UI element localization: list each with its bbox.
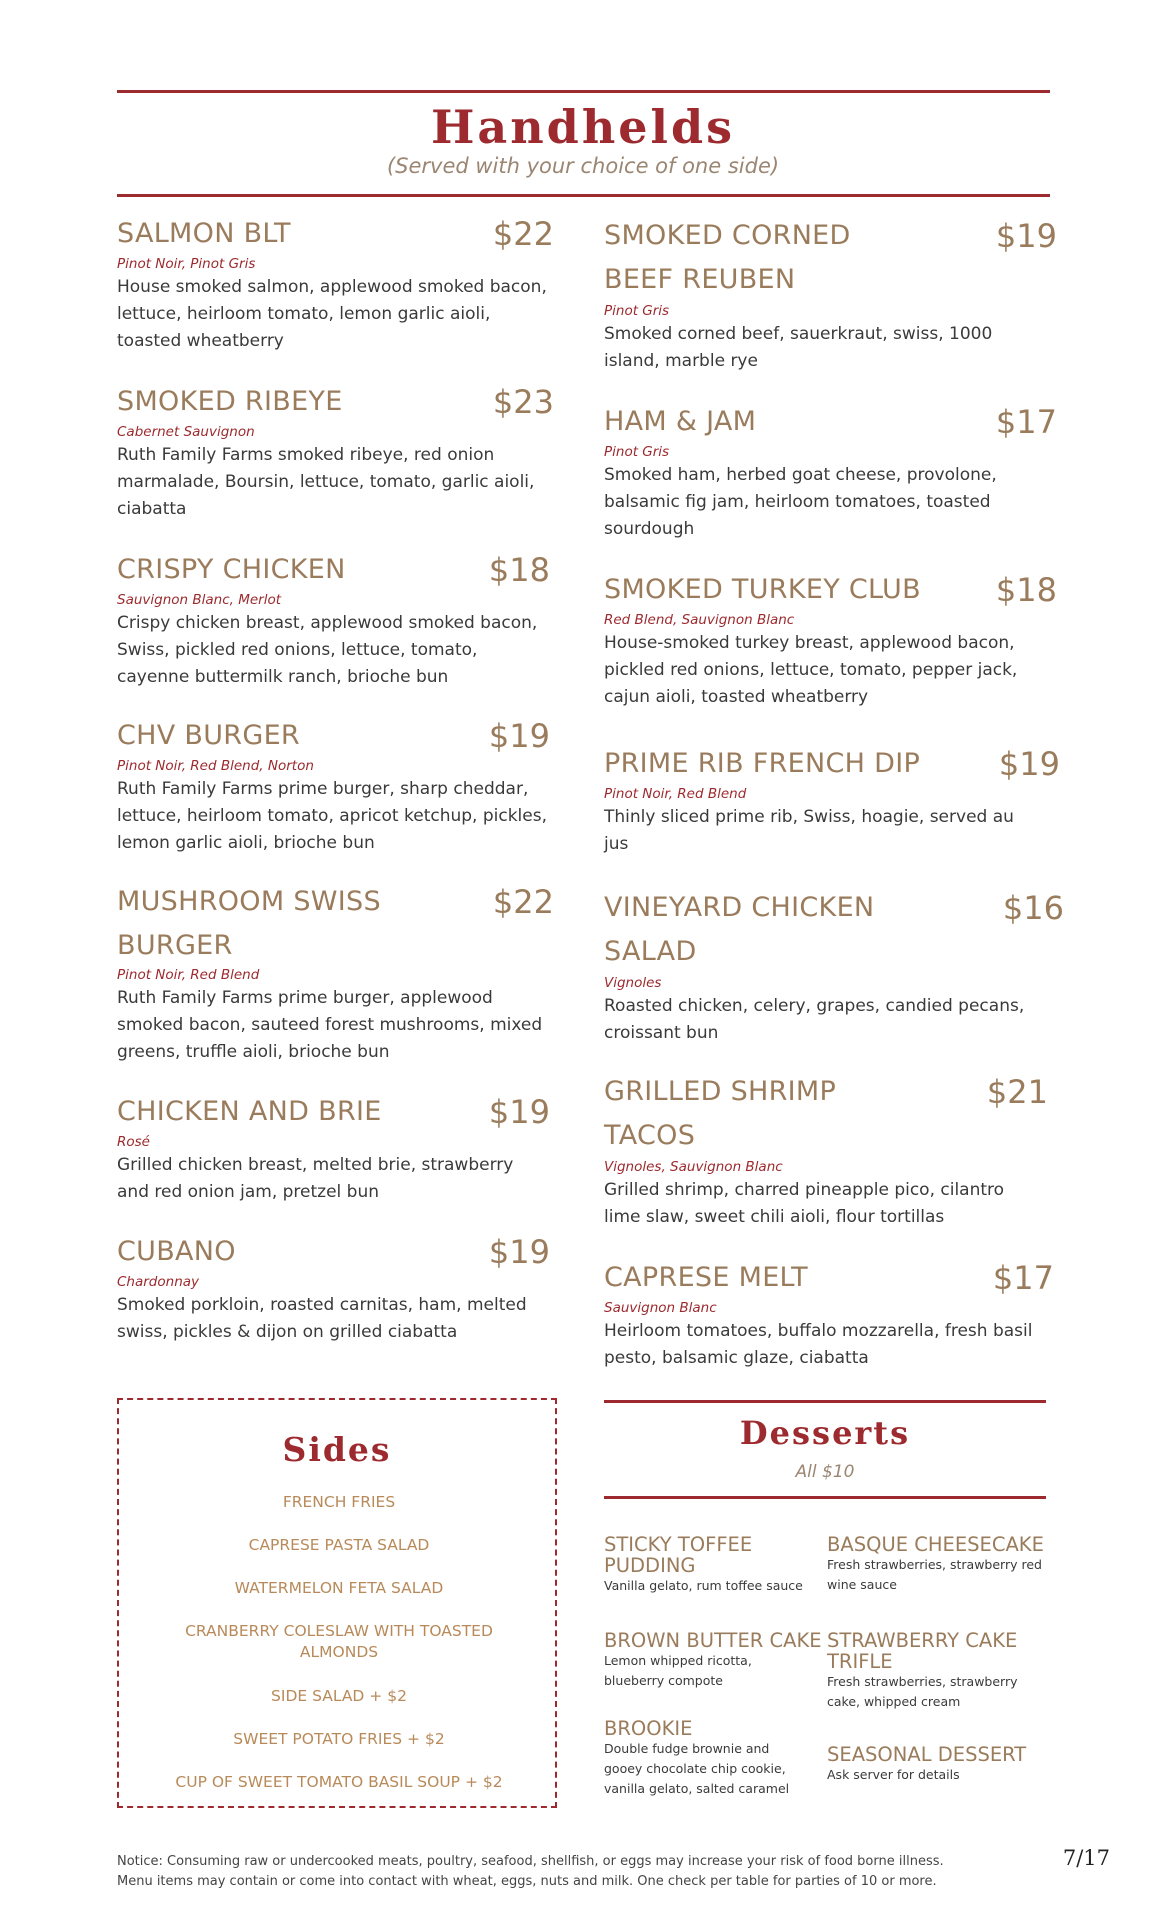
dessert-item xyxy=(827,1630,1049,1712)
dessert-description: Lemon whipped ricotta, blueberry compote xyxy=(604,1653,752,1688)
item-name: MUSHROOM SWISS BURGER xyxy=(117,886,381,961)
item-name: CUBANO xyxy=(117,1236,236,1267)
side-item: SIDE SALAD + $2 xyxy=(271,1687,407,1705)
item-price: $17 xyxy=(995,403,1057,441)
item-wine-pairing: Chardonnay xyxy=(117,1274,200,1290)
desserts-bottom-rule xyxy=(604,1496,1046,1499)
item-wine-pairing: Sauvignon Blanc, Merlot xyxy=(117,592,282,608)
item-description: Smoked porkloin, roasted carnitas, ham, melted swiss, pickles & dijon on grilled ciabatta xyxy=(117,1295,527,1342)
dessert-item xyxy=(604,1534,826,1596)
notice-line: Menu items may contain or come into contact with wheat, eggs, nuts and milk. One check per table for parties of 10 or more. xyxy=(117,1874,937,1889)
item-wine-pairing: Pinot Noir, Red Blend, Norton xyxy=(117,758,314,774)
item-description: House smoked salmon, applewood smoked bacon, lettuce, heirloom tomato, lemon garlic aioli, toasted wheatberry xyxy=(117,277,547,351)
sides-section xyxy=(117,1398,557,1808)
header-bottom-rule xyxy=(117,194,1050,197)
side-item: CAPRESE PASTA SALAD xyxy=(248,1536,430,1554)
side-item: CRANBERRY COLESLAW WITH TOASTED ALMONDS xyxy=(185,1622,493,1661)
dessert-description: Fresh strawberries, strawberry red wine sauce xyxy=(827,1557,1042,1592)
item-name: SMOKED CORNED BEEF REUBEN xyxy=(604,220,851,295)
item-wine-pairing: Pinot Gris xyxy=(604,444,670,460)
item-price: $19 xyxy=(998,745,1060,783)
item-description: Ruth Family Farms prime burger, sharp cheddar, lettuce, heirloom tomato, apricot ketchup, pickles, lemon garlic aioli, brioche bun xyxy=(117,779,547,853)
side-item: SWEET POTATO FRIES + $2 xyxy=(233,1730,445,1748)
item-description: Roasted chicken, celery, grapes, candied pecans, croissant bun xyxy=(604,996,1025,1043)
dessert-description: Double fudge brownie and gooey chocolate chip cookie, vanilla gelato, salted caramel xyxy=(604,1741,790,1796)
item-wine-pairing: Pinot Noir, Red Blend xyxy=(604,786,747,802)
item-price: $19 xyxy=(995,217,1057,255)
dessert-item xyxy=(827,1744,1049,1785)
item-description: Grilled chicken breast, melted brie, strawberry and red onion jam, pretzel bun xyxy=(117,1155,514,1202)
item-name: CRISPY CHICKEN xyxy=(117,554,346,585)
item-description: Ruth Family Farms prime burger, applewood smoked bacon, sauteed forest mushrooms, mixed greens, truffle aioli, brioche bun xyxy=(117,988,543,1062)
item-name: GRILLED SHRIMP TACOS xyxy=(604,1076,837,1151)
item-name: SALMON BLT xyxy=(117,218,291,249)
item-price: $19 xyxy=(488,1233,550,1271)
dessert-item xyxy=(604,1630,826,1691)
sides-title: Sides xyxy=(282,1430,392,1469)
dessert-item xyxy=(827,1534,1049,1595)
page-subtitle: (Served with your choice of one side) xyxy=(386,154,780,178)
item-wine-pairing: Vignoles, Sauvignon Blanc xyxy=(604,1159,783,1175)
item-description: House-smoked turkey breast, applewood bacon, pickled red onions, lettuce, tomato, pepper jack, cajun aioli, toasted wheatberry xyxy=(604,633,1018,707)
dessert-name: BASQUE CHEESECAKE xyxy=(827,1533,1044,1556)
item-name: VINEYARD CHICKEN SALAD xyxy=(604,892,875,967)
header-top-rule xyxy=(117,90,1050,93)
item-price: $19 xyxy=(488,717,550,755)
item-description: Smoked ham, herbed goat cheese, provolone, balsamic fig jam, heirloom tomatoes, toasted sourdough xyxy=(604,465,997,539)
item-wine-pairing: Red Blend, Sauvignon Blanc xyxy=(604,612,795,628)
notice-line: Notice: Consuming raw or undercooked meats, poultry, seafood, shellfish, or eggs may increase your risk of food borne illness. xyxy=(117,1854,944,1869)
item-description: Ruth Family Farms smoked ribeye, red onion marmalade, Boursin, lettuce, tomato, garlic aioli, ciabatta xyxy=(117,445,535,519)
item-description: Smoked corned beef, sauerkraut, swiss, 1000 island, marble rye xyxy=(604,324,993,371)
side-item: CUP OF SWEET TOMATO BASIL SOUP + $2 xyxy=(175,1773,503,1791)
item-name: CHICKEN AND BRIE xyxy=(117,1096,382,1127)
dessert-name: SEASONAL DESSERT xyxy=(827,1743,1027,1766)
dessert-description: Vanilla gelato, rum toffee sauce xyxy=(604,1578,803,1593)
item-price: $17 xyxy=(992,1259,1054,1297)
item-description: Heirloom tomatoes, buffalo mozzarella, fresh basil pesto, balsamic glaze, ciabatta xyxy=(604,1321,1033,1368)
item-wine-pairing: Rosé xyxy=(117,1134,150,1150)
item-price: $21 xyxy=(986,1073,1048,1111)
item-wine-pairing: Sauvignon Blanc xyxy=(604,1300,717,1316)
item-description: Thinly sliced prime rib, Swiss, hoagie, served au jus xyxy=(604,807,1014,854)
item-price: $18 xyxy=(995,571,1057,609)
item-wine-pairing: Pinot Noir, Pinot Gris xyxy=(117,256,256,272)
item-price: $22 xyxy=(492,215,554,253)
dessert-description: Ask server for details xyxy=(827,1767,960,1782)
desserts-subtitle: All $10 xyxy=(795,1462,855,1482)
allergen-notice xyxy=(117,1852,1017,1892)
dessert-name: STRAWBERRY CAKE TRIFLE xyxy=(827,1629,1018,1673)
item-wine-pairing: Cabernet Sauvignon xyxy=(117,424,255,440)
item-name: SMOKED TURKEY CLUB xyxy=(604,574,921,605)
dessert-item xyxy=(604,1718,826,1799)
item-description: Crispy chicken breast, applewood smoked bacon, Swiss, pickled red onions, lettuce, tomato, cayenne buttermilk ranch, brioche bun xyxy=(117,613,538,687)
item-wine-pairing: Vignoles xyxy=(604,975,662,991)
item-description: Grilled shrimp, charred pineapple pico, cilantro lime slaw, sweet chili aioli, flour tortillas xyxy=(604,1180,1005,1227)
desserts-top-rule xyxy=(604,1400,1046,1403)
item-name: CHV BURGER xyxy=(117,720,300,751)
item-price: $19 xyxy=(488,1093,550,1131)
dessert-name: BROWN BUTTER CAKE xyxy=(604,1629,822,1652)
item-name: SMOKED RIBEYE xyxy=(117,386,343,417)
desserts-title: Desserts xyxy=(739,1414,911,1452)
side-item: FRENCH FRIES xyxy=(282,1493,396,1511)
item-name: PRIME RIB FRENCH DIP xyxy=(604,748,921,779)
dessert-name: STICKY TOFFEE PUDDING xyxy=(604,1533,753,1577)
item-wine-pairing: Pinot Gris xyxy=(604,303,670,319)
item-price: $23 xyxy=(492,383,554,421)
page-number: 7/17 xyxy=(1062,1846,1110,1870)
item-price: $18 xyxy=(488,551,550,589)
dessert-name: BROOKIE xyxy=(604,1717,693,1740)
item-price: $22 xyxy=(492,883,554,921)
item-name: HAM & JAM xyxy=(604,406,757,437)
dessert-description: Fresh strawberries, strawberry cake, whipped cream xyxy=(827,1674,1018,1709)
page-title: Handhelds xyxy=(430,100,736,154)
item-price: $16 xyxy=(1002,889,1064,927)
item-wine-pairing: Pinot Noir, Red Blend xyxy=(117,967,260,983)
side-item: WATERMELON FETA SALAD xyxy=(234,1579,444,1597)
item-name: CAPRESE MELT xyxy=(604,1262,808,1293)
